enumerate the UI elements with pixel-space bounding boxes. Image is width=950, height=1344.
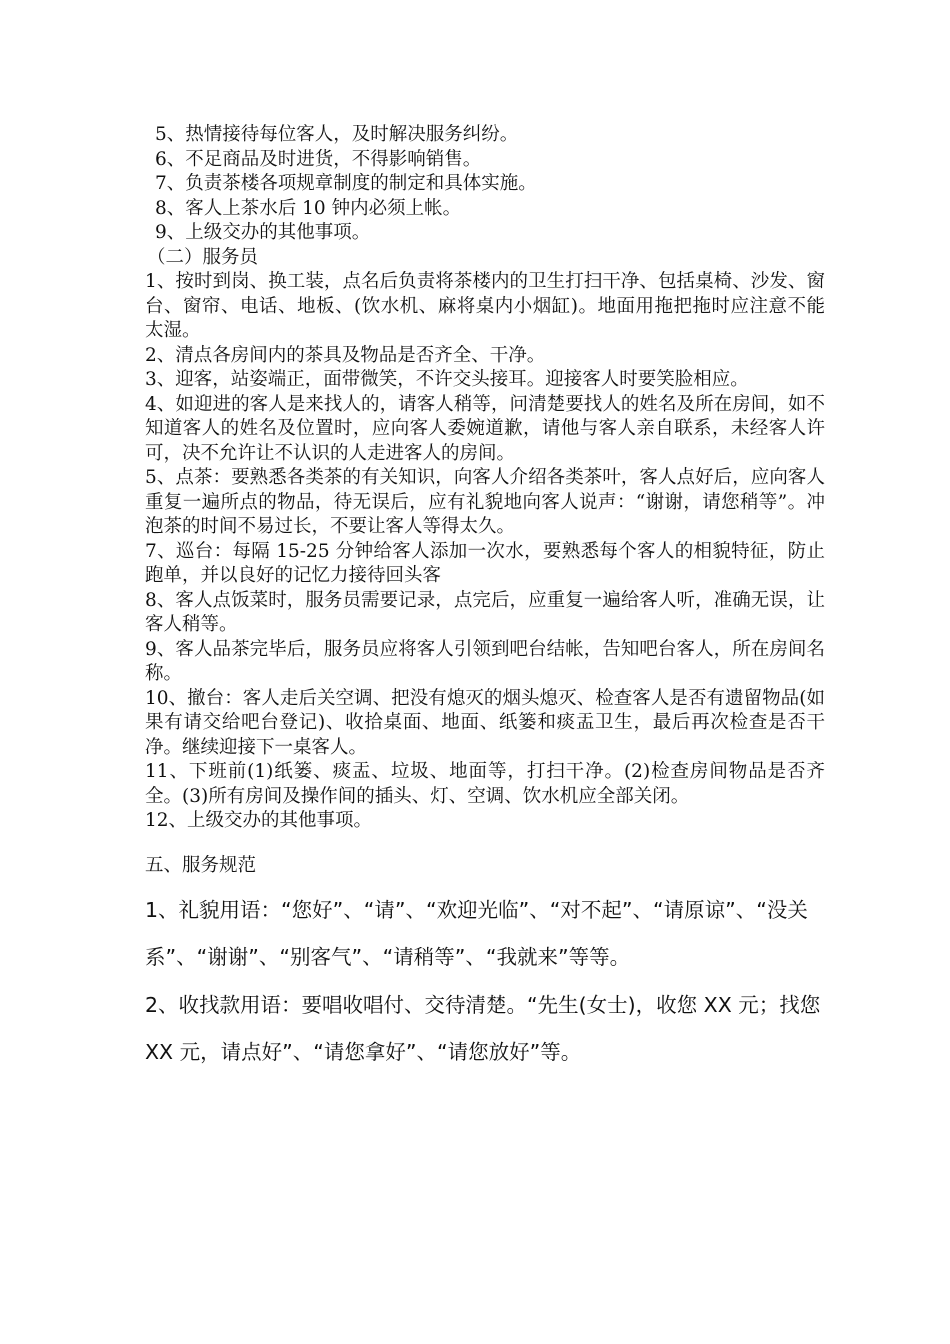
list-item: 9、客人品茶完毕后，服务员应将客人引领到吧台结帐，告知吧台客人，所在房间名称。 xyxy=(145,638,825,684)
list-item: 4、如迎进的客人是来找人的，请客人稍等，问清楚要找人的姓名及所在房间，如不知道客人的姓名及位置时，应向客人委婉道歉，请他与客人亲自联系，未经客人许可，决不允许让不认识的人走进客人的房间。 xyxy=(145,393,825,464)
list-item: 6、不足商品及时进货，不得影响销售。 xyxy=(155,148,482,170)
list-item: 5、点茶：要熟悉各类茶的有关知识，向客人介绍各类茶叶，客人点好后，应向客人重复一遍所点的物品，待无误后，应有礼貌地向客人说声：“谢谢，请您稍等”。冲泡茶的时间不易过长，不要让客人等得太久。 xyxy=(145,467,825,537)
section-title: 五、服务规范 xyxy=(145,854,257,876)
list-item: 3、迎客，站姿端正，面带微笑，不许交头接耳。迎接客人时要笑脸相应。 xyxy=(145,369,749,390)
list-item: 2、收找款用语：要唱收唱付、交待清楚。“先生(女士)，收您 XX 元；找您 XX 元，请点好”、“请您拿好”、“请您放好”等。 xyxy=(145,992,821,1064)
list-item: 1、按时到岗、换工装，点名后负责将茶楼内的卫生打扫干净、包括桌椅、沙发、窗台、窗帘、电话、地板、(饮水机、麻将桌内小烟缸)。地面用拖把拖时应注意不能太湿。 xyxy=(145,271,825,341)
manager-duties-list xyxy=(145,123,825,246)
list-item: 9、上级交办的其他事项。 xyxy=(155,222,371,243)
subsection-title: （二）服务员 xyxy=(147,246,259,268)
document-page xyxy=(145,123,825,1077)
list-item: 7、负责茶楼各项规章制度的制定和具体实施。 xyxy=(155,173,537,194)
list-item: 1、礼貌用语：“您好”、“请”、“欢迎光临”、“对不起”、“请原谅”、“没关系”、“谢谢”、“别客气”、“请稍等”、“我就来”等等。 xyxy=(145,897,808,969)
list-item: 11、下班前(1)纸篓、痰盂、垃圾、地面等，打扫干净。(2)检查房间物品是否齐全。(3)所有房间及操作间的插头、灯、空调、饮水机应全部关闭。 xyxy=(145,761,825,807)
list-item: 5、热情接待每位客人，及时解决服务纠纷。 xyxy=(155,124,519,145)
list-item: 12、上级交办的其他事项。 xyxy=(145,810,373,831)
service-standards-list xyxy=(145,887,825,1077)
list-item: 8、客人点饭菜时，服务员需要记录，点完后，应重复一遍给客人听，准确无误，让客人稍等。 xyxy=(145,589,825,635)
list-item: 7、巡台：每隔 15-25 分钟给客人添加一次水，要熟悉每个客人的相貌特征，防止跑单，并以良好的记忆力接待回头客 xyxy=(145,540,825,586)
section-gap xyxy=(145,834,825,854)
list-item: 8、客人上茶水后 10 钟内必须上帐。 xyxy=(155,197,462,219)
list-item: 2、清点各房间内的茶具及物品是否齐全、干净。 xyxy=(145,344,546,366)
list-item: 10、撤台：客人走后关空调、把没有熄灭的烟头熄灭、检查客人是否有遗留物品(如果有请交给吧台登记)、收拾桌面、地面、纸篓和痰盂卫生，最后再次检查是否干净。继续迎接下一桌客人。 xyxy=(145,687,825,758)
waiter-duties-section xyxy=(145,246,825,834)
